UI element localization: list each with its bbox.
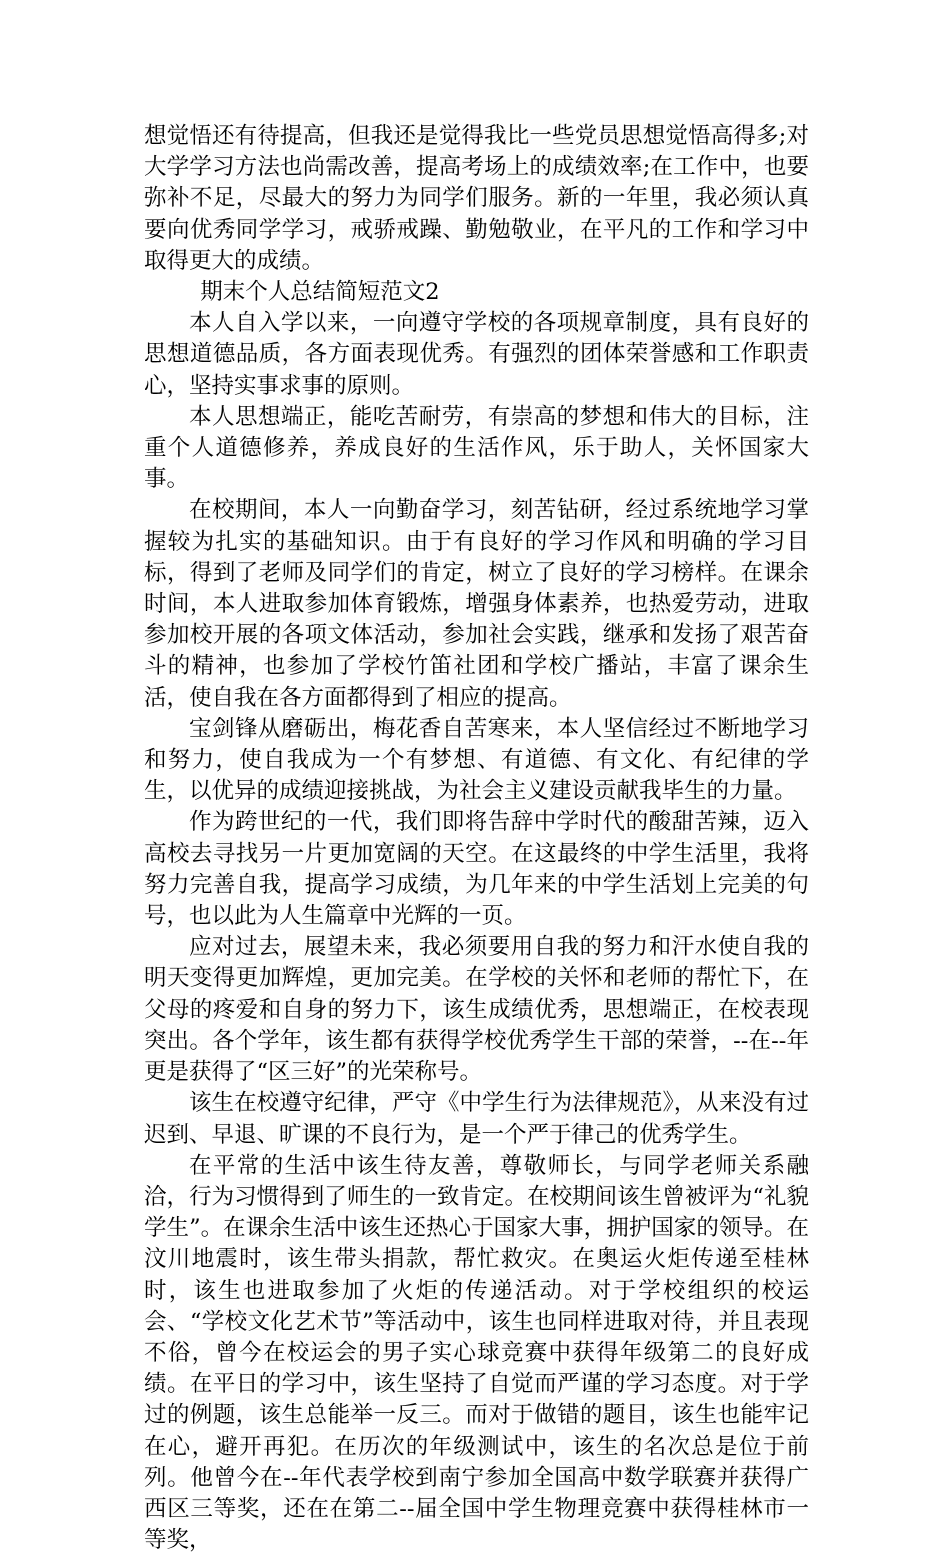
- section-heading: 期末个人总结简短范文2: [200, 279, 440, 306]
- paragraph: 该生在校遵守纪律，严守《中学生行为法律规范》，从来没有过迟到、早退、旷课的不良行为，是一个严于律己的优秀学生。: [144, 1090, 809, 1148]
- paragraph: 本人自入学以来，一向遵守学校的各项规章制度，具有良好的思想道德品质，各方面表现优秀。有强烈的团体荣誉感和工作职责心，坚持实事求事的原则。: [144, 310, 809, 399]
- paragraph: 作为跨世纪的一代，我们即将告辞中学时代的酸甜苦辣，迈入高校去寻找另一片更加宽阔的天空。在这最终的中学生活里，我将努力完善自我，提高学习成绩，为几年来的中学生活划上完美的句号，也以此为人生篇章中光辉的一页。: [144, 809, 809, 930]
- paragraph: 宝剑锋从磨砺出，梅花香自苦寒来，本人坚信经过不断地学习和努力，使自我成为一个有梦想、有道德、有文化、有纪律的学生，以优异的成绩迎接挑战，为社会主义建设贡献我毕生的力量。: [144, 715, 809, 805]
- paragraph: 在校期间，本人一向勤奋学习，刻苦钻研，经过系统地学习掌握较为扎实的基础知识。由于有良好的学习作风和明确的学习目标，得到了老师及同学们的肯定，树立了良好的学习榜样。在课余时间，本人进取参加体育锻炼，增强身体素养，也热爱劳动，进取参加校开展的各项文体活动，参加社会实践，继承和发扬了艰苦奋斗的精神，也参加了学校竹笛社团和学校广播站，丰富了课余生活，使自我在各方面都得到了相应的提高。: [144, 497, 809, 711]
- paragraph: 在平常的生活中该生待友善，尊敬师长，与同学老师关系融洽，行为习惯得到了师生的一致肯定。在校期间该生曾被评为“礼貌学生”。在课余生活中该生还热心于国家大事，拥护国家的领导。在汶川地震时，该生带头捐款，帮忙救灾。在奥运火炬传递至桂林时，该生也进取参加了火炬的传递活动。对于学校组织的校运会、“学校文化艺术节”等活动中，该生也同样进取对待，并且表现不俗，曾今在校运会的男子实心球竞赛中获得年级第二的良好成绩。在平日的学习中，该生坚持了自觉而严谨的学习态度。对于学过的例题，该生总能举一反三。而对于做错的题目，该生也能牢记在心，避开再犯。在历次的年级测试中，该生的名次总是位于前列。他曾今在--年代表学校到南宁参加全国高中数学联赛并获得广西区三等奖，还在在第二--届全国中学生物理竞赛中获得桂林市一等奖，: [144, 1152, 809, 1554]
- document-body: [144, 121, 809, 1556]
- paragraph-continuation: 想觉悟还有待提高，但我还是觉得我比一些党员思想觉悟高得多;对大学学习方法也尚需改善，提高考场上的成绩效率;在工作中，也要弥补不足，尽最大的努力为同学们服务。新的一年里，我必须认真要向优秀同学学习，戒骄戒躁、勤勉敬业，在平凡的工作和学习中取得更大的成绩。: [144, 123, 809, 274]
- paragraph: 应对过去，展望未来，我必须要用自我的努力和汗水使自我的明天变得更加辉煌，更加完美。在学校的关怀和老师的帮忙下，在父母的疼爱和自身的努力下，该生成绩优秀，思想端正，在校表现突出。各个学年，该生都有获得学校优秀学生干部的荣誉，--在--年更是获得了“区三好”的光荣称号。: [144, 934, 809, 1086]
- paragraph: 本人思想端正，能吃苦耐劳，有崇高的梦想和伟大的目标，注重个人道德修养，养成良好的生活作风，乐于助人，关怀国家大事。: [144, 403, 809, 493]
